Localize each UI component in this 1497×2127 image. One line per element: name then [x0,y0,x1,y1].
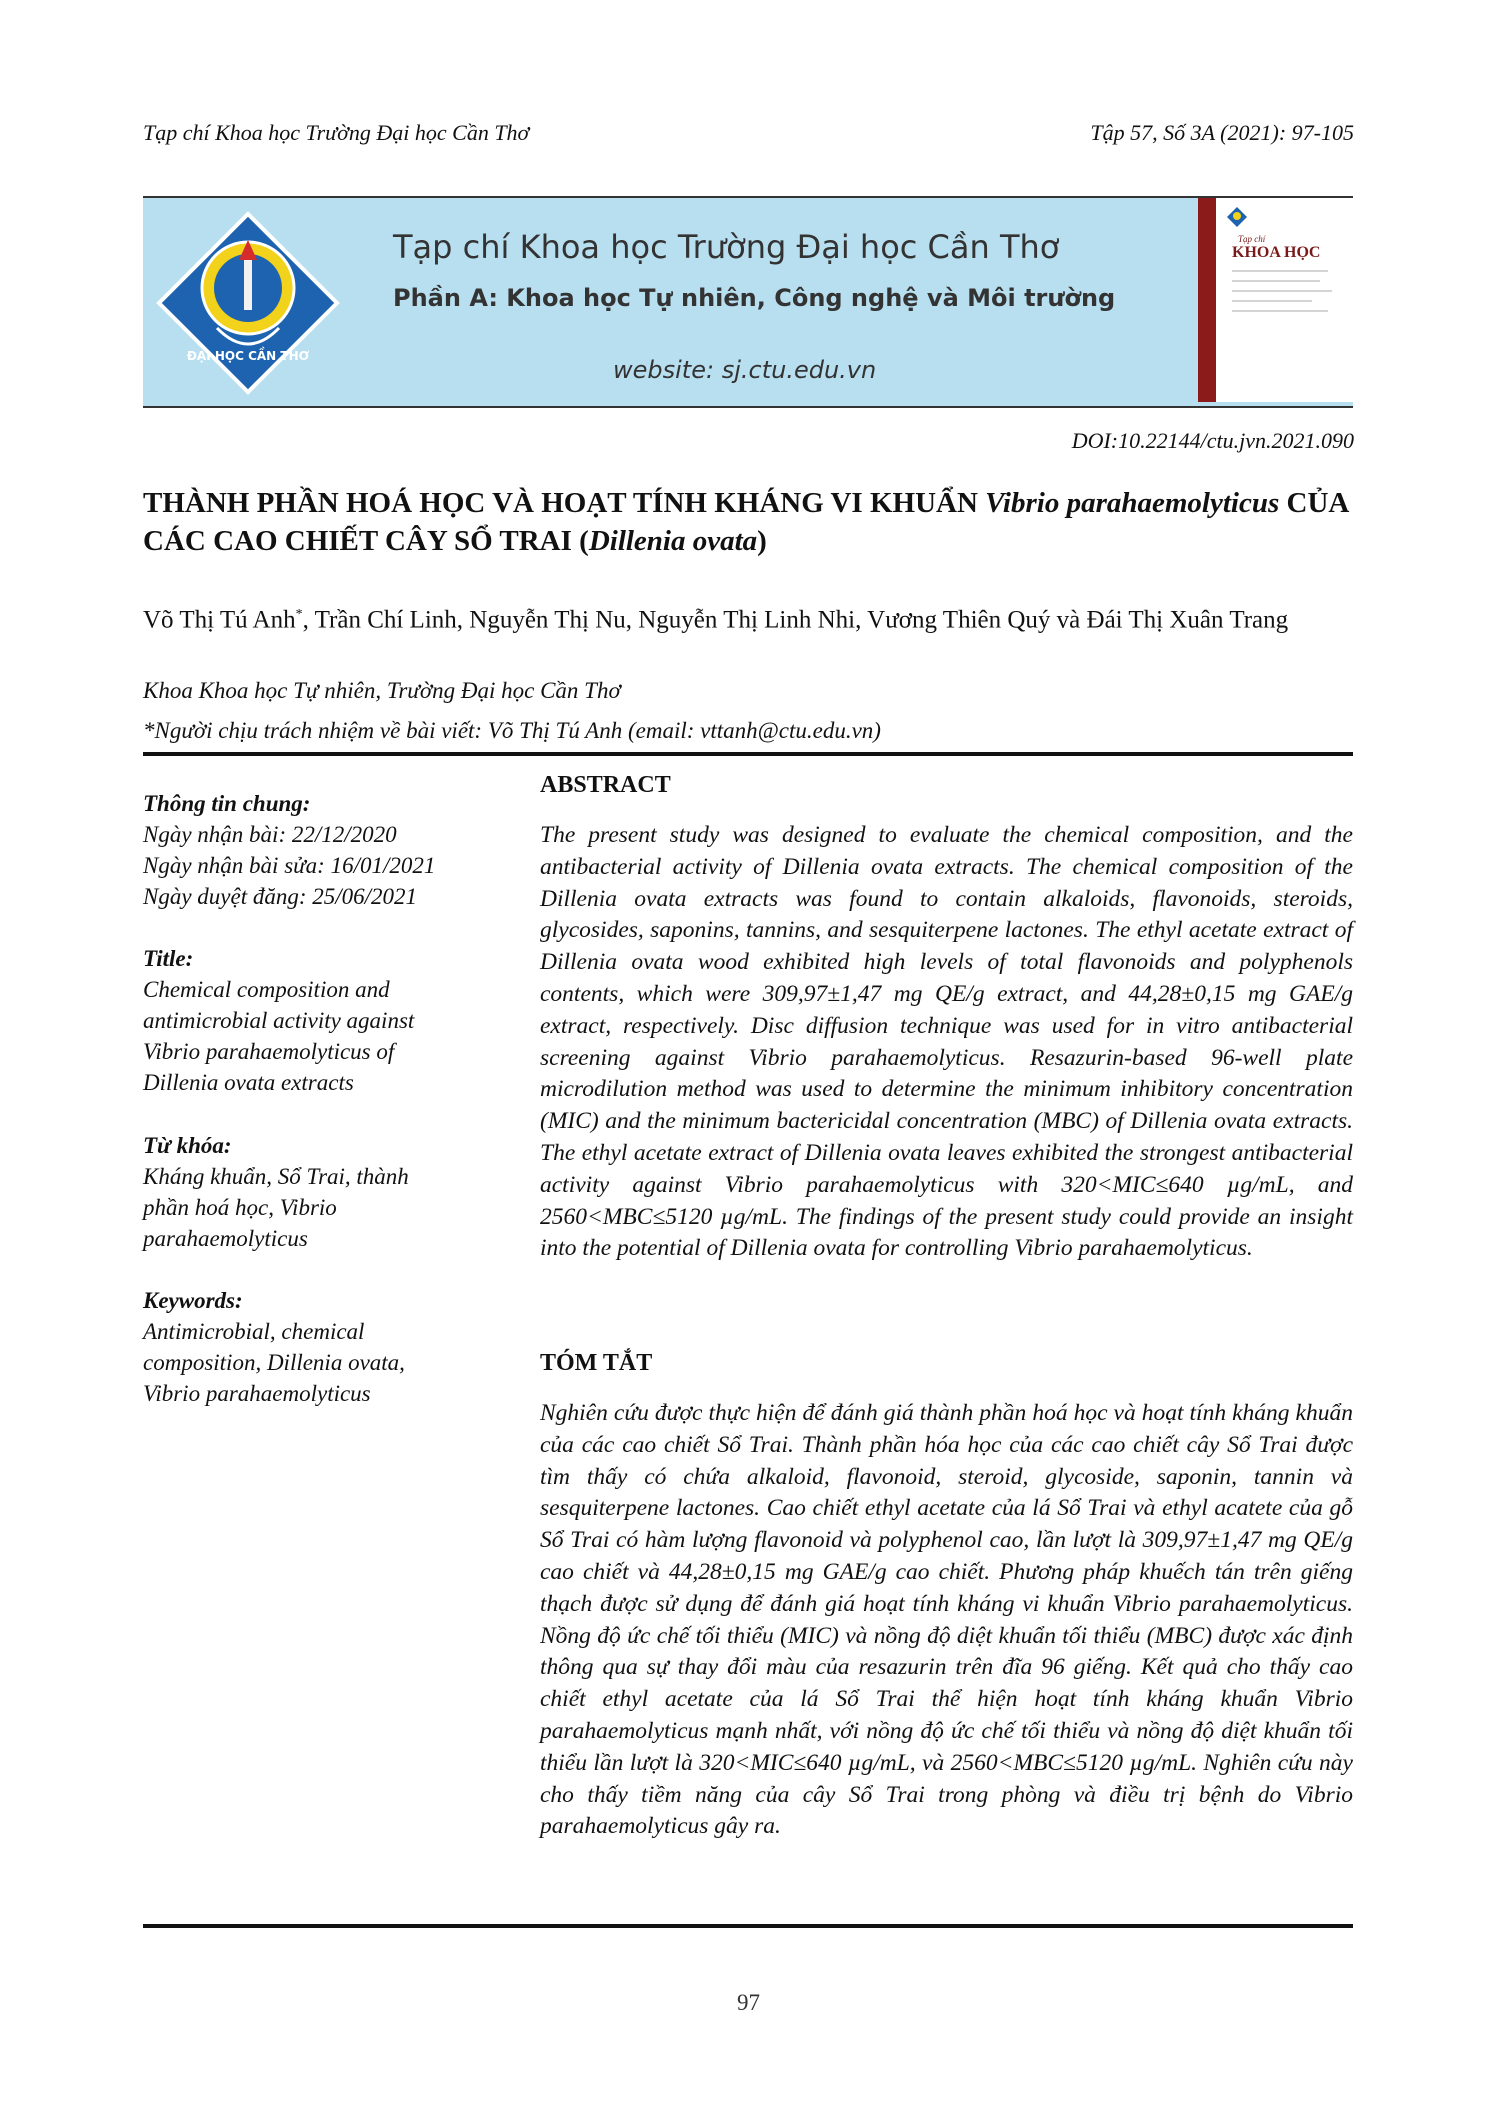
title-species: Vibrio parahaemolyticus [985,487,1280,519]
cover-text-line [1232,290,1332,292]
keywords-line: Vibrio parahaemolyticus [143,1381,371,1406]
english-title-line: Dillenia ovata extracts [143,1070,354,1095]
abstract-text: The present study was designed to evaluate the chemical composition, and the antibacterial activity of Dillenia ovata extracts. The chemical composition of the Dillenia ovata extracts was found to contain alkaloids, flavonoids, steroids, glycosides, saponins, tannins, and sesquiterpene lactones. The ethyl acetate extract of Dillenia ovata wood exhibited high levels of total flavonoids and polyphenols contents, which were 309,97±1,47 mg QE/g extract, and 44,28±0,15 mg GAE/g extract, respectively. Disc diffusion technique was used for in vitro antibacterial screening against Vibrio parahaemolyticus. Resazurin-based 96-well plate microdilution method was used to determine the minimum inhibitory concentration (MIC) and the minimum bactericidal concentration (MBC) of Dillenia ovata extracts. The ethyl acetate extract of Dillenia ovata leaves exhibited the strongest antibacterial activity against Vibrio parahaemolyticus with 320<MIC≤640 µg/mL, and 2560<MBC≤5120 µg/mL. The findings of the present study could provide an insight into the potential of Dillenia ovata for controlling Vibrio parahaemolyticus. [540,822,1353,1262]
banner-journal-title: Tạp chí Khoa học Trường Đại học Cần Thơ [393,228,1060,266]
journal-cover-thumbnail [1198,198,1353,402]
received-date: Ngày nhận bài: 22/12/2020 [143,822,397,847]
logo-lettering: ĐẠI HỌC CẦN THƠ [186,349,310,363]
info-heading: Thông tin chung: [143,791,311,816]
doi: DOI:10.22144/ctu.jvn.2021.090 [1071,428,1354,453]
english-title-line: Chemical composition and [143,977,390,1002]
running-header-volume: Tập 57, Số 3A (2021): 97-105 [1090,120,1354,145]
corresponding-mark: * [295,607,303,622]
cover-text-line [1232,310,1328,312]
cover-text-line [1232,280,1320,282]
page-number: 97 [737,1990,760,2015]
cover-title: KHOA HỌC [1232,244,1321,261]
keywords-line: composition, Dillenia ovata, [143,1350,405,1375]
revised-date: Ngày nhận bài sửa: 16/01/2021 [143,853,436,878]
keywords-line: Antimicrobial, chemical [143,1319,365,1344]
vn-keywords-block [143,1130,493,1254]
top-divider [143,752,1353,756]
keywords-heading: Keywords: [143,1288,243,1313]
cover-logo-icon [1226,206,1248,228]
title-part: ) [757,525,767,557]
title-plant: Dillenia ovata [588,525,758,557]
vn-keywords-line: parahaemolyticus [143,1226,308,1251]
affiliation: Khoa Khoa học Tự nhiên, Trường Đại học Cần Thơ [143,678,621,703]
running-header-journal: Tạp chí Khoa học Trường Đại học Cần Thơ [143,120,530,145]
tomtat-text: Nghiên cứu được thực hiện để đánh giá thành phần hoá học và hoạt tính kháng khuẩn của các cao chiết Sổ Trai. Thành phần hóa học của các cao chiết cây Sổ Trai được tìm thấy có chứa alkaloid, flavonoid, steroid, glycoside, saponin, tannin và sesquiterpene lactones. Cao chiết ethyl acetate của lá Sổ Trai và ethyl acatete của gỗ Sổ Trai có hàm lượng flavonoid và polyphenol cao, lần lượt là 309,97±1,47 mg QE/g cao chiết và 44,28±0,15 mg GAE/g cao chiết. Phương pháp khuếch tán trên giếng thạch được sử dụng để đánh giá hoạt tính kháng vi khuẩn Vibrio parahaemolyticus. Nồng độ ức chế tối thiểu (MIC) và nồng độ diệt khuẩn tối thiểu (MBC) được xác định thông qua sự thay đổi màu của resazurin trên đĩa 96 giếng. Kết quả cho thấy cao chiết ethyl acetate của lá Sổ Trai thể hiện hoạt tính kháng khuẩn Vibrio parahaemolyticus mạnh nhất, với nồng độ ức chế tối thiểu và nồng độ diệt khuẩn tối thiểu lần lượt là 320<MIC≤640 µg/mL, và 2560<MBC≤5120 µg/mL. Nghiên cứu này cho thấy tiềm năng của cây Sổ Trai trong phòng và điều trị bệnh do Vibrio parahaemolyticus gây ra. [540,1400,1353,1840]
author-first: Võ Thị Tú Anh [143,606,296,634]
cover-text-line [1232,300,1312,302]
abstract-heading: ABSTRACT [540,772,671,798]
vn-keywords-line: Kháng khuẩn, Sổ Trai, thành [143,1164,409,1189]
title-part: THÀNH PHẦN HOÁ HỌC VÀ HOẠT TÍNH KHÁNG VI KHUẨN [143,487,986,519]
cover-strip [1198,198,1216,402]
corresponding-author: *Người chịu trách nhiệm về bài viết: Võ Thị Tú Anh (email: vttanh@ctu.edu.vn) [143,718,881,743]
author-rest: , Trần Chí Linh, Nguyễn Thị Nu, Nguyễn Thị Linh Nhi, Vương Thiên Quý và Đái Thị Xuân Trang [302,606,1289,634]
cover-text-line [1232,270,1328,272]
accepted-date: Ngày duyệt đăng: 25/06/2021 [143,884,418,909]
english-title-block [143,943,493,1098]
university-logo [155,210,341,396]
english-title-line: antimicrobial activity against [143,1008,415,1033]
cover-small-label: Tạp chí [1238,234,1266,244]
keywords-block [143,1285,493,1409]
article-title [143,484,1353,560]
journal-banner [143,196,1353,408]
vn-keywords-line: phần hoá học, Vibrio [143,1195,337,1220]
banner-subtitle: Phần A: Khoa học Tự nhiên, Công nghệ và Môi trường [393,284,1116,312]
article-info [143,788,493,912]
tomtat-heading: TÓM TẮT [540,1350,653,1376]
author-list [143,598,1353,637]
banner-website: website: sj.ctu.edu.vn [613,356,877,384]
title-heading: Title: [143,946,194,971]
vn-keywords-heading: Từ khóa: [143,1133,232,1158]
bottom-divider [143,1924,1353,1928]
title-part: CỦA CÁC CAO CHIẾT CÂY SỔ TRAI ( [143,487,1348,557]
english-title-line: Vibrio parahaemolyticus of [143,1039,395,1064]
